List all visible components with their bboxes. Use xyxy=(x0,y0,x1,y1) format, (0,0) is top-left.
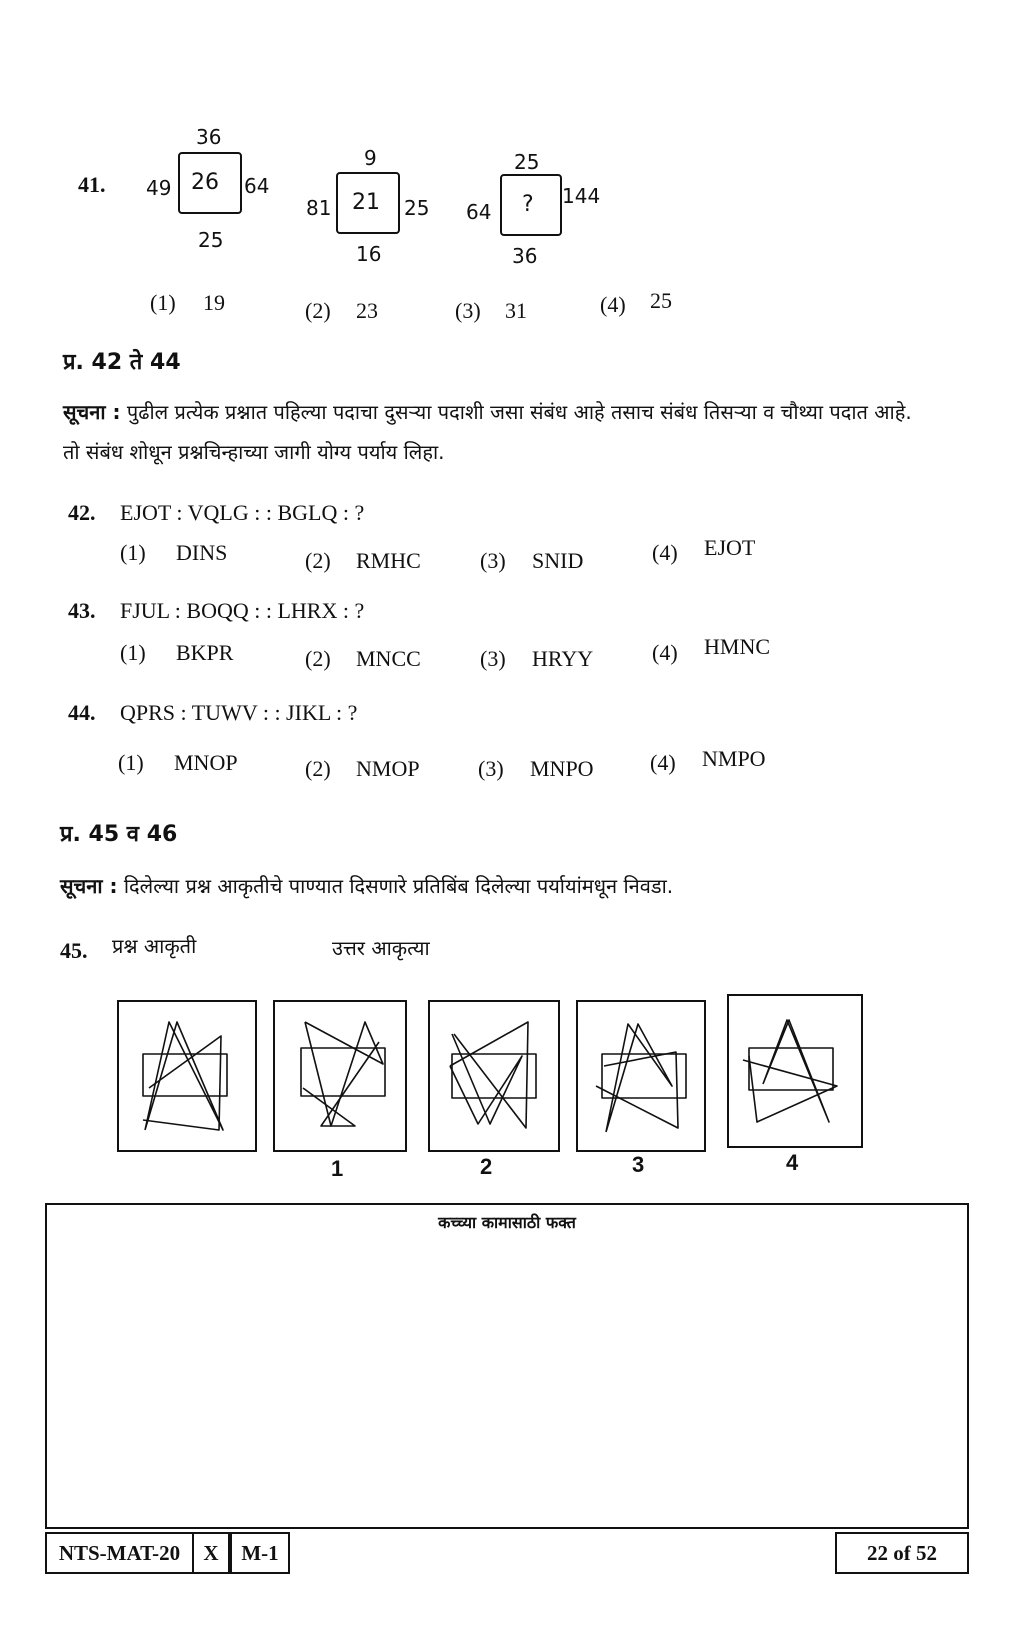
q42-text: EJOT : VQLG : : BGLQ : ? xyxy=(120,500,365,525)
q43-option-4-value: HMNC xyxy=(704,634,771,659)
q44-text: QPRS : TUWV : : JIKL : ? xyxy=(120,700,358,725)
footer-class: X xyxy=(192,1532,230,1574)
puzzle1-left: 49 xyxy=(146,176,172,200)
puzzle2-bottom: 16 xyxy=(356,242,382,266)
note-line-2: तो संबंध शोधून प्रश्नचिन्हाच्या जागी योग्य पर्याय लिहा. xyxy=(63,440,445,464)
puzzle2-left: 81 xyxy=(306,196,332,220)
q42-option-3-number: (3) xyxy=(480,548,506,573)
q43-option-2-value: MNCC xyxy=(356,646,421,671)
figure-label-4: 4 xyxy=(786,1150,799,1175)
q42-option-4-number: (4) xyxy=(652,540,678,565)
q44-option-2-number: (2) xyxy=(305,756,331,781)
q41-option-4-number: (4) xyxy=(600,292,626,317)
figure-label-1: 1 xyxy=(331,1156,344,1181)
section-45-note xyxy=(60,866,980,906)
answer-figure-1[interactable] xyxy=(273,1000,407,1152)
puzzle2-center: 21 xyxy=(352,190,380,215)
q41-option-2-value: 23 xyxy=(356,298,378,323)
puzzle2-top: 9 xyxy=(364,146,377,170)
q44-option-3-value: MNPO xyxy=(530,756,594,781)
note-text: दिलेल्या प्रश्न आकृतीचे पाण्यात दिसणारे प्रतिबिंब दिलेल्या पर्यायांमधून निवडा. xyxy=(123,874,674,898)
answer-figure-2[interactable] xyxy=(428,1000,560,1152)
q43-option-4-number: (4) xyxy=(652,640,678,665)
puzzle1-bottom: 25 xyxy=(198,228,224,252)
footer-page-number: 22 of 52 xyxy=(835,1532,969,1574)
q44-option-3-number: (3) xyxy=(478,756,504,781)
puzzle1-top: 36 xyxy=(196,125,222,149)
q42-option-1-number: (1) xyxy=(120,540,146,565)
q43-option-1-number: (1) xyxy=(120,640,146,665)
rough-work-title: कच्च्या कामासाठी फक्त xyxy=(438,1213,576,1232)
q44-number: 44. xyxy=(68,700,96,725)
answer-figure-3[interactable] xyxy=(576,1000,706,1152)
q45-number: 45. xyxy=(60,938,88,963)
q43-option-3-number: (3) xyxy=(480,646,506,671)
note-line-1: पुढील प्रत्येक प्रश्नात पहिल्या पदाचा दुसऱ्या पदाशी जसा संबंध आहे तसाच संबंध तिसऱ्या व चौथ्या पदात आहे. xyxy=(126,400,912,424)
puzzle3-center: ? xyxy=(522,192,534,217)
section-42-note xyxy=(63,392,993,472)
q41-option-4-value: 25 xyxy=(650,288,672,313)
q44-option-2-value: NMOP xyxy=(356,756,420,781)
footer-medium: M-1 xyxy=(230,1532,290,1574)
puzzle3-left: 64 xyxy=(466,200,492,224)
q43-option-1-value: BKPR xyxy=(176,640,234,665)
q44-option-4-number: (4) xyxy=(650,750,676,775)
q41-option-2-number: (2) xyxy=(305,298,331,323)
puzzle2-right: 25 xyxy=(404,196,430,220)
question-figure xyxy=(117,1000,257,1152)
puzzle3-right: 144 xyxy=(562,184,601,208)
q42-option-2-number: (2) xyxy=(305,548,331,573)
q42-option-4-value: EJOT xyxy=(704,535,756,560)
puzzle1-center: 26 xyxy=(191,170,219,195)
q42-option-2-value: RMHC xyxy=(356,548,421,573)
q41-option-3-value: 31 xyxy=(505,298,527,323)
q42-option-3-value: SNID xyxy=(532,548,584,573)
answer-figures-label: उत्तर आकृत्या xyxy=(332,936,430,960)
note-label: सूचना : xyxy=(63,400,121,424)
q43-number: 43. xyxy=(68,598,96,623)
puzzle1-right: 64 xyxy=(244,174,270,198)
section-42-heading: प्र. 42 ते 44 xyxy=(63,350,181,375)
figure-label-3: 3 xyxy=(632,1152,645,1177)
q43-option-3-value: HRYY xyxy=(532,646,594,671)
puzzle3-top: 25 xyxy=(514,150,540,174)
puzzle3-bottom: 36 xyxy=(512,244,538,268)
rough-work-box xyxy=(45,1203,969,1529)
q44-option-1-value: MNOP xyxy=(174,750,238,775)
q44-option-4-value: NMPO xyxy=(702,746,766,771)
section-45-heading: प्र. 45 व 46 xyxy=(60,822,178,847)
answer-figure-4[interactable] xyxy=(727,994,863,1148)
q41-number: 41. xyxy=(78,172,106,197)
q43-text: FJUL : BOQQ : : LHRX : ? xyxy=(120,598,365,623)
q44-option-1-number: (1) xyxy=(118,750,144,775)
q42-number: 42. xyxy=(68,500,96,525)
q42-option-1-value: DINS xyxy=(176,540,228,565)
q41-option-1-value: 19 xyxy=(203,290,225,315)
note-label: सूचना : xyxy=(60,874,118,898)
q41-option-3-number: (3) xyxy=(455,298,481,323)
footer-code: NTS-MAT-20 xyxy=(45,1532,194,1574)
q43-option-2-number: (2) xyxy=(305,646,331,671)
q41-option-1-number: (1) xyxy=(150,290,176,315)
question-figure-label: प्रश्न आकृती xyxy=(112,934,197,958)
figure-label-2: 2 xyxy=(480,1154,493,1179)
